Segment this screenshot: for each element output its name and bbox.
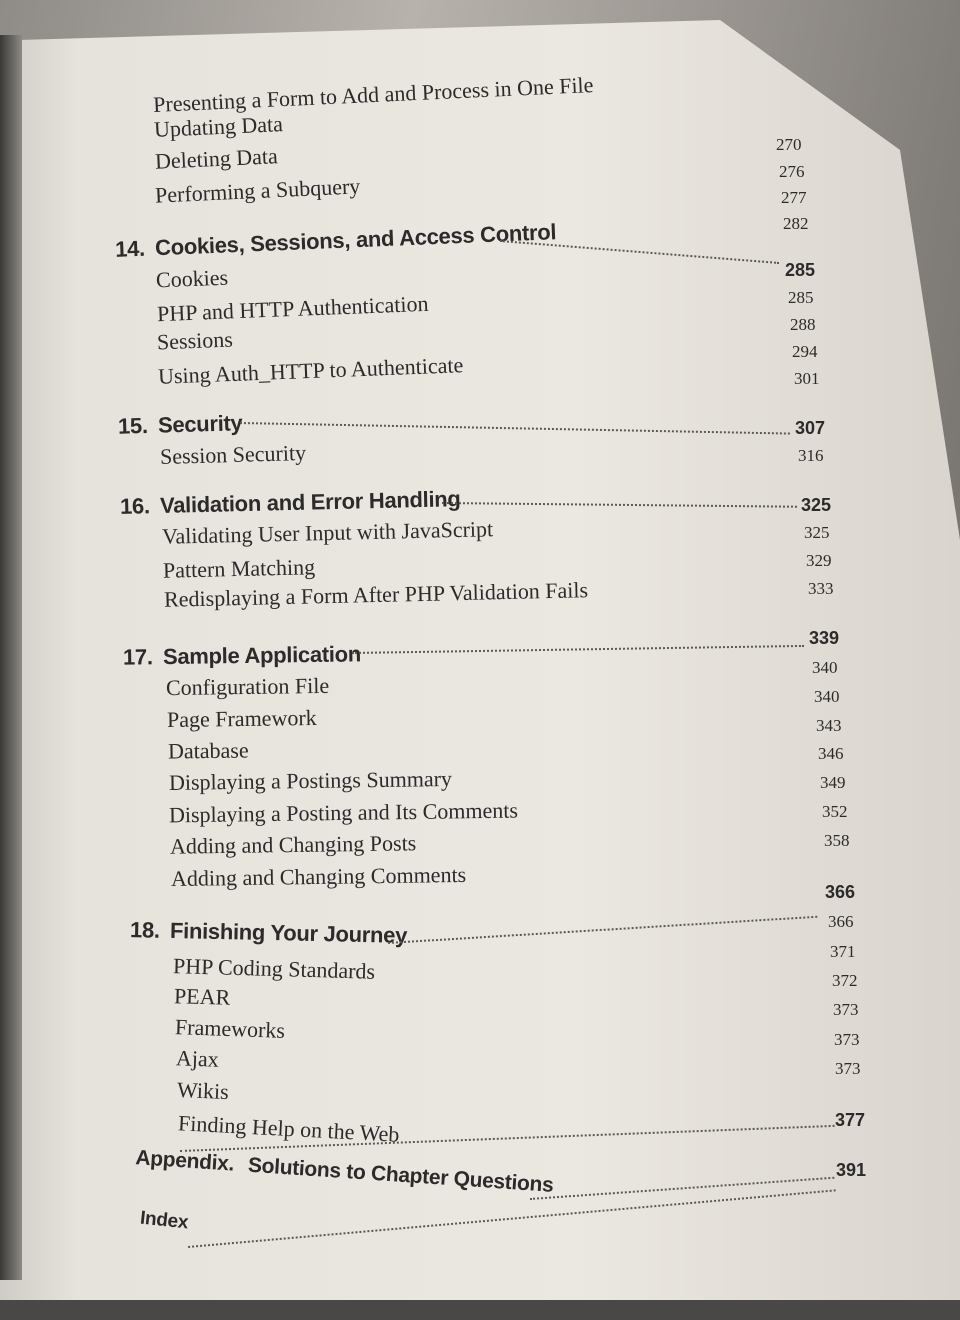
toc-page-number: 373: [834, 1030, 860, 1049]
toc-section: PEAR: [173, 983, 231, 1010]
toc-page-number: 301: [794, 369, 820, 388]
dot-leader: [442, 500, 797, 508]
toc-section: Page Framework: [166, 704, 317, 733]
toc-section: Deleting Data: [154, 143, 279, 174]
toc-section: Using Auth_HTTP to Authenticate: [157, 352, 464, 389]
toc-page-number: 373: [835, 1059, 861, 1078]
toc-page-number: 294: [792, 342, 818, 361]
toc-chapter-heading[interactable]: [120, 486, 461, 520]
chapter-title: Finishing Your Journey: [169, 917, 408, 948]
toc-page-number: 373: [833, 1000, 859, 1019]
toc-section: Validating User Input with JavaScript: [161, 516, 494, 549]
toc-section: Database: [167, 737, 249, 764]
chapter-title: Security: [157, 410, 243, 438]
toc-page-number: 325: [804, 523, 830, 542]
chapter-number: 18.: [129, 917, 160, 943]
toc-page-number: 346: [818, 744, 844, 763]
toc-section: Session Security: [159, 439, 307, 470]
toc-section: Finding Help on the Web: [177, 1110, 401, 1147]
chapter-title: Sample Application: [162, 641, 362, 670]
index-title: Index: [139, 1207, 190, 1234]
chapter-page-number: 285: [785, 260, 816, 280]
chapter-number: 14.: [114, 235, 146, 262]
chapter-number: 16.: [119, 493, 150, 519]
toc-page-number: 333: [808, 579, 834, 598]
chapter-page-number: 339: [809, 628, 840, 648]
toc-page-number: 340: [812, 658, 838, 677]
chapter-title: Cookies, Sessions, and Access Control: [154, 219, 557, 261]
dot-leader: [388, 914, 817, 944]
toc-section: Displaying a Postings Summary: [168, 766, 453, 795]
toc-chapter-heading[interactable]: [130, 917, 408, 949]
toc-section: PHP and HTTP Authentication: [156, 290, 429, 327]
toc-page-number: 349: [820, 773, 846, 792]
dot-leader: [240, 420, 790, 435]
toc-section: Performing a Subquery: [154, 173, 361, 208]
toc-page-number: 366: [828, 912, 854, 931]
toc-page-number: 372: [832, 971, 858, 990]
chapter-number: 17.: [122, 644, 153, 670]
dot-leader: [188, 1187, 836, 1248]
toc-page-number: 340: [814, 687, 840, 706]
toc-section: Configuration File: [165, 672, 330, 701]
toc-page-number: 352: [822, 802, 848, 821]
toc-page-number: 316: [798, 446, 824, 465]
toc-page-number: 288: [790, 315, 816, 334]
toc-page-number: 371: [830, 942, 856, 961]
toc-page-number: 277: [781, 188, 807, 207]
chapter-title: Validation and Error Handling: [159, 486, 461, 518]
toc-appendix-heading[interactable]: [135, 1146, 554, 1198]
toc-section: Redisplaying a Form After PHP Validation Fails: [163, 577, 589, 612]
toc-chapter-heading[interactable]: [115, 219, 557, 263]
toc-section: Frameworks: [174, 1014, 286, 1043]
toc-section: Cookies: [155, 264, 229, 293]
toc-chapter-heading[interactable]: [118, 410, 243, 439]
toc-section: Adding and Changing Posts: [169, 830, 417, 859]
toc-section: Presenting a Form to Add and Process in One File: [152, 72, 594, 117]
toc-section: Updating Data: [153, 111, 284, 142]
toc-index-heading[interactable]: [139, 1208, 189, 1235]
toc-page-number: 358: [824, 831, 850, 850]
toc-page-number: 282: [783, 214, 809, 233]
toc-section: Sessions: [156, 326, 234, 355]
chapter-page-number: 325: [801, 495, 832, 515]
chapter-page-number: 307: [795, 418, 826, 438]
toc-page-number: 329: [806, 551, 832, 570]
toc-page-number: 276: [779, 162, 805, 181]
toc-page-number: 343: [816, 716, 842, 735]
chapter-page-number: 366: [825, 882, 856, 902]
appendix-label: Appendix.: [134, 1146, 235, 1176]
toc-chapter-heading[interactable]: [123, 641, 361, 670]
toc-page-number: 285: [788, 288, 814, 307]
toc-section: PHP Coding Standards: [172, 953, 376, 984]
toc-section: Pattern Matching: [162, 554, 316, 583]
toc-section: Adding and Changing Comments: [170, 861, 467, 892]
toc-section: Ajax: [175, 1045, 220, 1072]
toc-page-number: 270: [776, 135, 802, 154]
appendix-title: Solutions to Chapter Questions: [247, 1153, 555, 1197]
dot-leader: [352, 643, 804, 654]
dot-leader: [500, 238, 779, 264]
toc-section: Displaying a Posting and Its Comments: [168, 797, 519, 828]
dot-leader: [530, 1175, 835, 1200]
index-page-number: 391: [836, 1160, 867, 1180]
appendix-page-number: 377: [835, 1110, 866, 1130]
toc-section: Wikis: [176, 1076, 230, 1105]
chapter-number: 15.: [117, 412, 149, 439]
